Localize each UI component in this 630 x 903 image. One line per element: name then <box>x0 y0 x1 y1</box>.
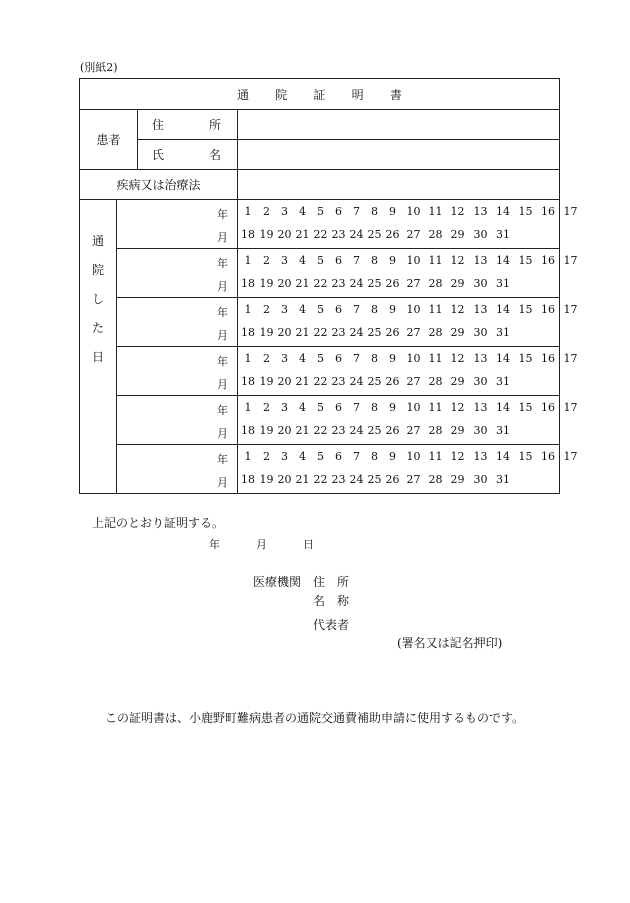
day-number[interactable]: 14 <box>496 205 510 218</box>
day-number[interactable]: 7 <box>353 450 360 463</box>
day-number[interactable]: 17 <box>563 401 578 414</box>
day-number[interactable]: 10 <box>406 450 421 463</box>
day-number[interactable]: 2 <box>263 352 270 365</box>
day-number[interactable]: 14 <box>496 352 510 365</box>
visit-label-char: 日 <box>91 350 104 364</box>
day-number[interactable]: 30 <box>473 375 488 388</box>
day-number[interactable]: 8 <box>371 205 378 218</box>
day-number[interactable]: 27 <box>406 277 421 290</box>
day-number[interactable]: 20 <box>277 473 292 486</box>
day-number[interactable]: 10 <box>406 401 421 414</box>
year-label: 年 <box>217 208 228 221</box>
day-number[interactable]: 1 <box>244 303 252 316</box>
month-label: 月 <box>217 329 228 342</box>
day-number[interactable]: 3 <box>281 303 288 316</box>
day-number[interactable]: 25 <box>367 473 382 486</box>
day-number[interactable]: 24 <box>349 277 364 290</box>
day-number[interactable]: 22 <box>313 375 328 388</box>
day-number[interactable]: 4 <box>299 205 306 218</box>
day-number[interactable]: 26 <box>385 375 400 388</box>
year-label: 年 <box>217 453 228 466</box>
day-number[interactable]: 30 <box>473 277 488 290</box>
day-number[interactable]: 6 <box>335 205 342 218</box>
day-number[interactable]: 23 <box>331 277 346 290</box>
day-number[interactable]: 18 <box>241 424 255 437</box>
day-number[interactable]: 18 <box>241 277 255 290</box>
date-month-label: 月 <box>256 538 267 551</box>
day-number[interactable]: 5 <box>317 401 324 414</box>
day-number[interactable]: 15 <box>518 352 533 365</box>
day-number[interactable]: 23 <box>331 375 346 388</box>
title-char: 明 <box>351 87 364 102</box>
day-number[interactable]: 17 <box>563 205 578 218</box>
day-number[interactable]: 21 <box>295 375 310 388</box>
year-label: 年 <box>217 355 228 368</box>
day-number[interactable]: 10 <box>406 254 421 267</box>
day-number[interactable]: 31 <box>496 326 510 339</box>
year-label: 年 <box>217 404 228 417</box>
day-number[interactable]: 16 <box>541 401 555 414</box>
day-number[interactable]: 22 <box>313 228 328 241</box>
day-number[interactable]: 5 <box>317 352 324 365</box>
day-number[interactable]: 20 <box>277 228 292 241</box>
representative-label: 代表者 <box>313 618 350 632</box>
disease-field[interactable] <box>238 170 560 200</box>
day-number[interactable]: 20 <box>277 375 292 388</box>
day-number[interactable]: 3 <box>281 205 288 218</box>
year-month-cell[interactable] <box>117 396 238 445</box>
institution-label: 医療機関 <box>253 575 302 589</box>
day-number[interactable]: 28 <box>428 375 443 388</box>
visit-days-label <box>80 200 117 494</box>
day-number[interactable]: 15 <box>518 401 533 414</box>
day-number[interactable]: 11 <box>428 254 443 267</box>
day-number[interactable]: 7 <box>353 205 360 218</box>
date-day-label: 日 <box>303 538 314 551</box>
day-number[interactable]: 31 <box>496 424 510 437</box>
title-char: 院 <box>275 87 288 102</box>
visit-certificate-form <box>79 78 578 494</box>
day-number[interactable]: 16 <box>541 450 555 463</box>
day-number[interactable]: 22 <box>313 277 328 290</box>
day-number[interactable]: 11 <box>428 450 443 463</box>
day-number[interactable]: 13 <box>473 401 488 414</box>
day-number[interactable]: 24 <box>349 326 364 339</box>
year-month-cell[interactable] <box>117 200 238 249</box>
day-number[interactable]: 23 <box>331 326 346 339</box>
day-number[interactable]: 4 <box>299 450 306 463</box>
day-number[interactable]: 31 <box>496 277 510 290</box>
day-number[interactable]: 14 <box>496 401 510 414</box>
day-number[interactable]: 24 <box>349 375 364 388</box>
day-number[interactable]: 22 <box>313 326 328 339</box>
day-number[interactable]: 12 <box>450 352 465 365</box>
day-number[interactable]: 2 <box>263 254 270 267</box>
day-number[interactable]: 1 <box>244 205 252 218</box>
day-number[interactable]: 30 <box>473 424 488 437</box>
day-number[interactable]: 20 <box>277 326 292 339</box>
day-number[interactable]: 27 <box>406 424 421 437</box>
attachment-label: (別紙2) <box>80 61 118 74</box>
month-label: 月 <box>217 280 228 293</box>
month-label: 月 <box>217 427 228 440</box>
day-number[interactable]: 8 <box>371 254 378 267</box>
signature-note: (署名又は記名押印) <box>397 636 503 650</box>
patient-label: 患者 <box>80 110 138 170</box>
day-number[interactable]: 15 <box>518 450 533 463</box>
day-number[interactable]: 30 <box>473 473 488 486</box>
day-number[interactable]: 3 <box>281 352 288 365</box>
day-number[interactable]: 30 <box>473 326 488 339</box>
day-number[interactable]: 25 <box>367 277 382 290</box>
day-number[interactable]: 7 <box>353 352 360 365</box>
year-month-cell[interactable] <box>117 298 238 347</box>
day-number[interactable]: 31 <box>496 473 510 486</box>
certify-text: 上記のとおり証明する。 <box>92 516 225 530</box>
day-number[interactable]: 29 <box>450 277 465 290</box>
day-number[interactable]: 5 <box>317 254 324 267</box>
date-year-label: 年 <box>209 538 220 551</box>
day-number[interactable]: 11 <box>428 205 443 218</box>
day-number[interactable]: 6 <box>335 254 342 267</box>
day-number[interactable]: 24 <box>349 228 364 241</box>
day-number[interactable]: 11 <box>428 352 443 365</box>
day-number[interactable]: 25 <box>367 375 382 388</box>
title-char: 通 <box>237 87 250 102</box>
day-number[interactable]: 31 <box>496 228 510 241</box>
day-number[interactable]: 13 <box>473 450 488 463</box>
day-number[interactable]: 23 <box>331 473 346 486</box>
day-number[interactable]: 21 <box>295 424 310 437</box>
day-number[interactable]: 25 <box>367 326 382 339</box>
day-number[interactable]: 29 <box>450 424 465 437</box>
day-number[interactable]: 15 <box>518 303 533 316</box>
day-number[interactable]: 12 <box>450 254 465 267</box>
day-number[interactable]: 20 <box>277 424 292 437</box>
day-number[interactable]: 9 <box>389 254 396 267</box>
month-label: 月 <box>217 476 228 489</box>
day-number[interactable]: 9 <box>389 450 396 463</box>
year-month-cell[interactable] <box>117 249 238 298</box>
disease-label: 疾病又は治療法 <box>80 170 238 200</box>
day-number[interactable]: 14 <box>496 254 510 267</box>
name-label: 氏 名 <box>138 140 238 170</box>
day-number[interactable]: 4 <box>299 254 306 267</box>
day-number[interactable]: 13 <box>473 254 488 267</box>
day-number[interactable]: 24 <box>349 473 364 486</box>
day-number[interactable]: 3 <box>281 450 288 463</box>
day-number[interactable]: 6 <box>335 401 342 414</box>
day-number[interactable]: 19 <box>259 277 274 290</box>
day-number[interactable]: 19 <box>259 326 274 339</box>
day-number[interactable]: 11 <box>428 303 443 316</box>
day-number[interactable]: 17 <box>563 450 578 463</box>
day-selection-cell[interactable] <box>238 298 578 347</box>
day-number[interactable]: 28 <box>428 277 443 290</box>
institution-address-label-a: 住 <box>313 575 326 589</box>
day-number[interactable]: 26 <box>385 277 400 290</box>
day-number[interactable]: 27 <box>406 375 421 388</box>
visit-label-char: 通 <box>91 234 104 248</box>
day-number[interactable]: 12 <box>450 205 465 218</box>
day-number[interactable]: 5 <box>317 205 324 218</box>
day-number[interactable]: 10 <box>406 303 421 316</box>
day-number[interactable]: 1 <box>244 401 252 414</box>
day-number[interactable]: 21 <box>295 326 310 339</box>
day-number[interactable]: 6 <box>335 303 342 316</box>
day-number[interactable]: 24 <box>349 424 364 437</box>
day-number[interactable]: 26 <box>385 473 400 486</box>
day-number[interactable]: 19 <box>259 424 274 437</box>
day-number[interactable]: 13 <box>473 303 488 316</box>
day-number[interactable]: 27 <box>406 326 421 339</box>
day-number[interactable]: 21 <box>295 228 310 241</box>
day-number[interactable]: 4 <box>299 352 306 365</box>
day-number[interactable]: 19 <box>259 375 274 388</box>
day-number[interactable]: 6 <box>335 450 342 463</box>
day-number[interactable]: 10 <box>406 352 421 365</box>
day-number[interactable]: 29 <box>450 375 465 388</box>
day-number[interactable]: 13 <box>473 205 488 218</box>
footer-note: この証明書は、小鹿野町難病患者の通院交通費補助申請に使用するものです。 <box>105 711 525 725</box>
day-number[interactable]: 17 <box>563 303 578 316</box>
day-number[interactable]: 23 <box>331 424 346 437</box>
day-number[interactable]: 30 <box>473 228 488 241</box>
day-number[interactable]: 18 <box>241 326 255 339</box>
day-number[interactable]: 28 <box>428 326 443 339</box>
institution-address-label-b: 所 <box>337 575 350 589</box>
day-number[interactable]: 25 <box>367 228 382 241</box>
day-number[interactable]: 4 <box>299 401 306 414</box>
day-number[interactable]: 15 <box>518 205 533 218</box>
visit-label-char: し <box>91 292 104 306</box>
day-number[interactable]: 25 <box>367 424 382 437</box>
day-number[interactable]: 18 <box>241 228 255 241</box>
day-number[interactable]: 8 <box>371 303 378 316</box>
day-number[interactable]: 7 <box>353 303 360 316</box>
day-number[interactable]: 2 <box>263 303 270 316</box>
day-number[interactable]: 9 <box>389 352 396 365</box>
day-number[interactable]: 9 <box>389 303 396 316</box>
day-number[interactable]: 22 <box>313 424 328 437</box>
day-number[interactable]: 10 <box>406 205 421 218</box>
day-number[interactable]: 3 <box>281 254 288 267</box>
day-selection-cell[interactable] <box>238 396 578 445</box>
day-number[interactable]: 13 <box>473 352 488 365</box>
day-number[interactable]: 12 <box>450 450 465 463</box>
year-month-cell[interactable] <box>117 445 238 494</box>
day-number[interactable]: 19 <box>259 473 274 486</box>
day-number[interactable]: 28 <box>428 424 443 437</box>
day-number[interactable]: 16 <box>541 303 555 316</box>
year-label: 年 <box>217 306 228 319</box>
day-number[interactable]: 14 <box>496 450 510 463</box>
day-number[interactable]: 2 <box>263 401 270 414</box>
day-number[interactable]: 3 <box>281 401 288 414</box>
day-number[interactable]: 17 <box>563 254 578 267</box>
day-selection-cell[interactable] <box>238 347 578 396</box>
day-number[interactable]: 1 <box>244 352 252 365</box>
day-number[interactable]: 19 <box>259 228 274 241</box>
day-number[interactable]: 9 <box>389 401 396 414</box>
day-number[interactable]: 29 <box>450 326 465 339</box>
institution-name-label-b: 称 <box>337 594 350 608</box>
title-char: 書 <box>389 87 403 102</box>
day-number[interactable]: 5 <box>317 450 324 463</box>
day-number[interactable]: 12 <box>450 303 465 316</box>
day-number[interactable]: 16 <box>541 254 555 267</box>
day-number[interactable]: 16 <box>541 352 555 365</box>
day-number[interactable]: 2 <box>263 450 270 463</box>
name-field[interactable] <box>238 140 560 170</box>
visit-label-char: 院 <box>91 263 104 277</box>
day-number[interactable]: 17 <box>563 352 578 365</box>
institution-name-label-a: 名 <box>313 594 326 608</box>
day-number[interactable]: 16 <box>541 205 555 218</box>
day-number[interactable]: 28 <box>428 473 443 486</box>
day-number[interactable]: 9 <box>389 205 396 218</box>
day-number[interactable]: 26 <box>385 424 400 437</box>
day-number[interactable]: 2 <box>263 205 270 218</box>
day-number[interactable]: 31 <box>496 375 510 388</box>
day-selection-cell[interactable] <box>238 249 578 298</box>
day-number[interactable]: 27 <box>406 228 421 241</box>
day-number[interactable]: 5 <box>317 303 324 316</box>
day-number[interactable]: 20 <box>277 277 292 290</box>
title-char: 証 <box>313 87 326 102</box>
day-number[interactable]: 11 <box>428 401 443 414</box>
day-number[interactable]: 7 <box>353 401 360 414</box>
day-number[interactable]: 14 <box>496 303 510 316</box>
day-number[interactable]: 1 <box>244 254 252 267</box>
year-label: 年 <box>217 257 228 270</box>
day-number[interactable]: 27 <box>406 473 421 486</box>
day-number[interactable]: 26 <box>385 326 400 339</box>
day-number[interactable]: 12 <box>450 401 465 414</box>
day-number[interactable]: 26 <box>385 228 400 241</box>
day-number[interactable]: 29 <box>450 228 465 241</box>
day-number[interactable]: 23 <box>331 228 346 241</box>
day-number[interactable]: 8 <box>371 352 378 365</box>
day-number[interactable]: 21 <box>295 277 310 290</box>
form-title <box>80 79 560 110</box>
day-number[interactable]: 29 <box>450 473 465 486</box>
day-selection-cell[interactable] <box>238 200 578 249</box>
day-number[interactable]: 18 <box>241 473 255 486</box>
day-number[interactable]: 22 <box>313 473 328 486</box>
address-field[interactable] <box>238 110 560 140</box>
day-number[interactable]: 28 <box>428 228 443 241</box>
day-number[interactable]: 4 <box>299 303 306 316</box>
day-number[interactable]: 18 <box>241 375 255 388</box>
day-number[interactable]: 1 <box>244 450 252 463</box>
day-number[interactable]: 15 <box>518 254 533 267</box>
day-number[interactable]: 21 <box>295 473 310 486</box>
day-number[interactable]: 6 <box>335 352 342 365</box>
visit-label-char: た <box>91 321 104 335</box>
address-label: 住 所 <box>138 110 238 140</box>
day-selection-cell[interactable] <box>238 445 578 494</box>
month-label: 月 <box>217 231 228 244</box>
day-number[interactable]: 7 <box>353 254 360 267</box>
year-month-cell[interactable] <box>117 347 238 396</box>
day-number[interactable]: 8 <box>371 401 378 414</box>
month-label: 月 <box>217 378 228 391</box>
day-number[interactable]: 8 <box>371 450 378 463</box>
